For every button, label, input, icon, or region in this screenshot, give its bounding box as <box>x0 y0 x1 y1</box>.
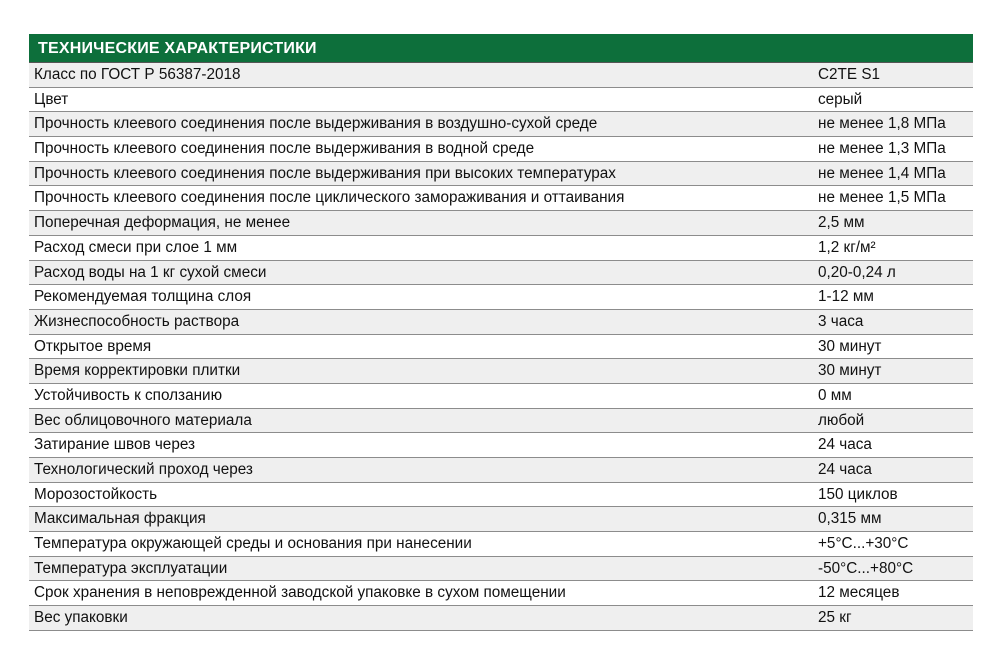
spec-value: серый <box>818 90 863 108</box>
spec-value: не менее 1,4 МПа <box>818 164 946 182</box>
table-row <box>29 285 973 310</box>
spec-value: 150 циклов <box>818 485 898 503</box>
spec-name: Технологический проход через <box>34 461 253 478</box>
spec-value: не менее 1,5 МПа <box>818 189 946 207</box>
spec-value: 0,20-0,24 л <box>818 263 896 281</box>
spec-name: Прочность клеевого соединения после выдерживания в водной среде <box>34 140 535 158</box>
table-row <box>29 557 973 582</box>
spec-name: Рекомендуемая толщина слоя <box>34 288 252 306</box>
spec-value: 24 часа <box>818 461 872 478</box>
spec-name: Время корректировки плитки <box>34 362 241 380</box>
table-row <box>29 507 973 532</box>
spec-name: Прочность клеевого соединения после выдерживания в воздушно-сухой среде <box>34 115 598 133</box>
spec-value: -50°С...+80°С <box>818 559 914 577</box>
table-row <box>29 63 973 88</box>
table-row <box>29 211 973 236</box>
spec-value: 30 минут <box>818 362 882 380</box>
spec-name: Жизнеспособность раствора <box>34 312 240 330</box>
table-row <box>29 335 973 360</box>
table-row <box>29 137 973 162</box>
spec-name: Максимальная фракция <box>34 510 206 528</box>
spec-value: 3 часа <box>818 312 864 330</box>
table-row <box>29 88 973 113</box>
spec-name: Вес упаковки <box>34 609 128 627</box>
table-row <box>29 581 973 606</box>
spec-value: 0 мм <box>818 386 852 404</box>
spec-value: 0,315 мм <box>818 510 882 528</box>
table-row <box>29 606 973 631</box>
spec-value: C2TE S1 <box>818 66 881 83</box>
spec-name: Устойчивость к сползанию <box>34 386 223 404</box>
spec-value: +5°С...+30°С <box>818 535 909 553</box>
spec-value: 12 месяцев <box>818 584 900 602</box>
table-row <box>29 359 973 384</box>
table-row <box>29 310 973 335</box>
table-row <box>29 261 973 286</box>
spec-value: 2,5 мм <box>818 214 865 232</box>
spec-value: 24 часа <box>818 436 872 454</box>
spec-rows <box>29 63 973 631</box>
table-row <box>29 112 973 137</box>
spec-table <box>29 34 973 631</box>
spec-value: 1-12 мм <box>818 288 874 306</box>
table-row <box>29 384 973 409</box>
spec-value: не менее 1,8 МПа <box>818 115 946 133</box>
spec-name: Температура эксплуатации <box>34 559 228 577</box>
spec-name: Температура окружающей среды и основания при нанесении <box>34 535 472 553</box>
spec-name: Прочность клеевого соединения после циклического замораживания и оттаивания <box>34 189 625 207</box>
table-row <box>29 162 973 187</box>
table-title: ТЕХНИЧЕСКИЕ ХАРАКТЕРИСТИКИ <box>29 34 973 63</box>
spec-name: Срок хранения в неповрежденной заводской упаковке в сухом помещении <box>34 584 566 602</box>
table-row <box>29 236 973 261</box>
spec-name: Прочность клеевого соединения после выдерживания при высоких температурах <box>34 164 616 182</box>
spec-value: 25 кг <box>818 609 852 627</box>
spec-value: не менее 1,3 МПа <box>818 140 946 158</box>
table-row <box>29 186 973 211</box>
spec-name: Вес облицовочного материала <box>34 411 252 429</box>
table-row <box>29 433 973 458</box>
spec-name: Расход воды на 1 кг сухой смеси <box>34 263 267 281</box>
spec-name: Поперечная деформация, не менее <box>34 214 291 232</box>
spec-name: Открытое время <box>34 337 152 355</box>
spec-name: Расход смеси при слое 1 мм <box>34 238 238 256</box>
table-row <box>29 532 973 557</box>
spec-name: Цвет <box>34 90 69 108</box>
spec-value: 1,2 кг/м² <box>818 238 876 256</box>
spec-name: Морозостойкость <box>34 485 158 503</box>
spec-value: любой <box>818 411 865 429</box>
table-row <box>29 409 973 434</box>
spec-value: 30 минут <box>818 337 882 355</box>
table-row <box>29 458 973 483</box>
spec-name: Класс по ГОСТ Р 56387-2018 <box>34 66 241 83</box>
spec-name: Затирание швов через <box>34 436 196 454</box>
table-row <box>29 483 973 508</box>
